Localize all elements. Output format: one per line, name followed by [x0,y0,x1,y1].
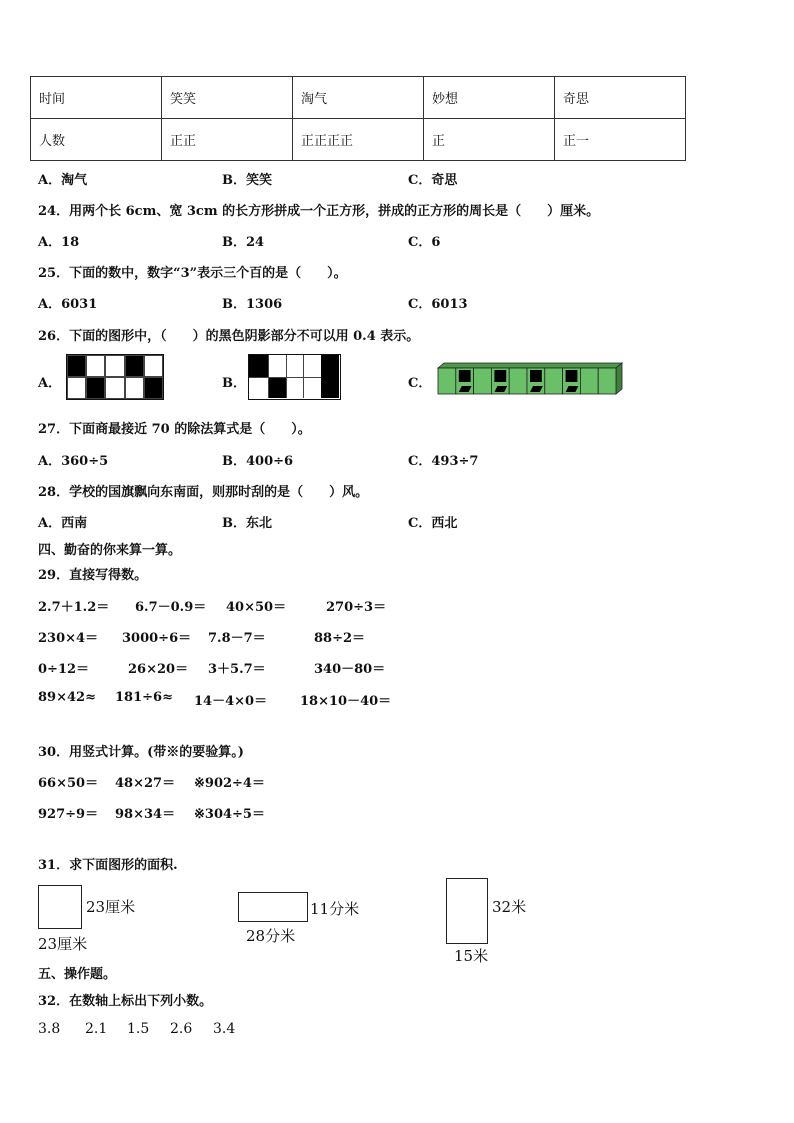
table-cell: 时间 [31,77,162,119]
q23-option-b[interactable]: B．笑笑 [222,173,272,188]
square-side-label: 23厘米 [86,898,136,916]
calc-item: 3000÷6＝ [122,631,192,646]
rectangle-shape [238,892,308,922]
calc-item: 7.8－7＝ [208,631,266,646]
q28-option-b[interactable]: B．东北 [222,516,272,531]
shaded-cell [144,377,163,399]
table-cell: 笑笑 [162,77,293,119]
q26-text: 26．下面的图形中，（ ）的黑色阴影部分不可以用 0.4 表示。 [38,329,420,344]
blank-cell [105,377,124,399]
q24-option-a[interactable]: A．18 [38,235,80,250]
shaded-mark [530,370,542,382]
calc-item: 88÷2＝ [314,631,366,646]
calc-item: ※902÷4＝ [194,776,265,791]
shaded-cell [321,377,339,398]
calc-item: 89×42≈ [38,690,96,705]
q32-text: 32．在数轴上标出下列小数。 [38,994,213,1009]
q25-option-c[interactable]: C．6013 [408,297,468,312]
calc-item: 14－4×0＝ [194,694,268,709]
shaded-mark [566,370,578,382]
q27-option-b[interactable]: B．400÷6 [222,454,294,469]
q25-text: 25．下面的数中，数字“3”表示三个百的是（ ）。 [38,266,347,281]
q29-text: 29．直接写得数。 [38,568,148,583]
calc-item: 18×10－40＝ [300,694,392,709]
strip-cell [509,368,527,394]
decimal-number: 2.1 [85,1021,108,1037]
table-cell: 奇思 [555,77,686,119]
q25-option-b[interactable]: B．1306 [222,297,283,312]
q26-figure-b [248,354,341,400]
calc-item: 3＋5.7＝ [208,662,266,677]
shaded-cell [67,355,86,377]
table-cell: 正一 [555,119,686,161]
table-cell: 淘气 [293,77,424,119]
strip-cell [580,368,598,394]
strip-cell [545,368,563,394]
q26-figure-a [66,354,164,400]
calc-item: 270÷3＝ [326,600,387,615]
calc-item: 40×50＝ [226,600,287,615]
q25-option-a[interactable]: A．6031 [38,297,98,312]
section-5-heading: 五、操作题。 [38,967,117,982]
blank-cell [67,377,86,399]
decimal-number: 3.4 [213,1021,236,1037]
rectangle-bottom-label: 28分米 [246,927,296,945]
tally-table [30,76,686,161]
calc-item: ※304÷5＝ [194,807,265,822]
calc-item: 48×27＝ [115,776,176,791]
tall-rectangle-bottom-label: 15米 [454,947,489,965]
table-header-row [31,77,686,119]
table-cell: 正正正正 [293,119,424,161]
calc-item: 230×4＝ [38,631,99,646]
shaded-mark [494,370,506,382]
rectangle-side-label: 11分米 [310,900,360,918]
blank-cell [86,355,105,377]
shaded-cell [249,355,268,377]
shaded-mark [459,370,471,382]
q26-label-b[interactable]: B． [222,376,246,391]
q31-text: 31．求下面图形的面积. [38,858,178,873]
strip-cell [598,368,616,394]
shaded-cell [321,355,339,377]
calc-item: 6.7－0.9＝ [135,600,207,615]
table-cell: 正 [424,119,555,161]
strip-cell [438,368,456,394]
q26-figure-c [434,362,624,396]
q26-label-c[interactable]: C． [408,376,432,391]
decimal-number: 2.6 [170,1021,193,1037]
table-data-row [31,119,686,161]
section-4-heading: 四、勤奋的你来算一算。 [38,543,182,558]
blank-cell [144,355,163,377]
strip-top-face [438,363,622,368]
q24-text: 24．用两个长 6cm、宽 3cm 的长方形拼成一个正方形，拼成的正方形的周长是（ ）厘米。 [38,204,600,219]
table-cell: 正正 [162,119,293,161]
q27-option-a[interactable]: A．360÷5 [38,454,109,469]
tall-rectangle-shape [446,878,488,944]
q28-option-a[interactable]: A．西南 [38,516,88,531]
table-cell: 人数 [31,119,162,161]
blank-cell [125,377,144,399]
calc-item: 66×50＝ [38,776,99,791]
calc-item: 98×34＝ [115,807,176,822]
decimal-number: 3.8 [38,1021,61,1037]
shaded-cell [268,377,286,398]
q28-option-c[interactable]: C．西北 [408,516,458,531]
shaded-cell [125,355,144,377]
shaded-cell [86,377,105,399]
strip-cells [438,368,616,394]
q28-text: 28．学校的国旗飘向东南面，则那时刮的是（ ）风。 [38,485,369,500]
square-shape [38,885,82,929]
q27-text: 27．下面商最接近 70 的除法算式是（ ）。 [38,422,311,437]
square-bottom-label: 23厘米 [38,935,88,953]
calc-item: 2.7＋1.2＝ [38,600,110,615]
q24-option-b[interactable]: B．24 [222,235,265,250]
calc-item: 927÷9＝ [38,807,99,822]
decimal-number: 1.5 [127,1021,150,1037]
calc-item: 340－80＝ [314,662,386,677]
strip-side-face [616,363,622,394]
q23-option-c[interactable]: C．奇思 [408,173,458,188]
calc-item: 0÷12＝ [38,662,90,677]
q23-option-a[interactable]: A．淘气 [38,173,88,188]
q30-text: 30．用竖式计算。(带※的要验算。) [38,745,244,760]
calc-item: 181÷6≈ [115,690,173,705]
q27-option-c[interactable]: C．493÷7 [408,454,479,469]
tall-rectangle-side-label: 32米 [492,898,527,916]
calc-item: 26×20＝ [128,662,189,677]
strip-cell [474,368,492,394]
q26-label-a[interactable]: A． [38,376,62,391]
q24-option-c[interactable]: C．6 [408,235,441,250]
blank-cell [105,355,124,377]
table-cell: 妙想 [424,77,555,119]
